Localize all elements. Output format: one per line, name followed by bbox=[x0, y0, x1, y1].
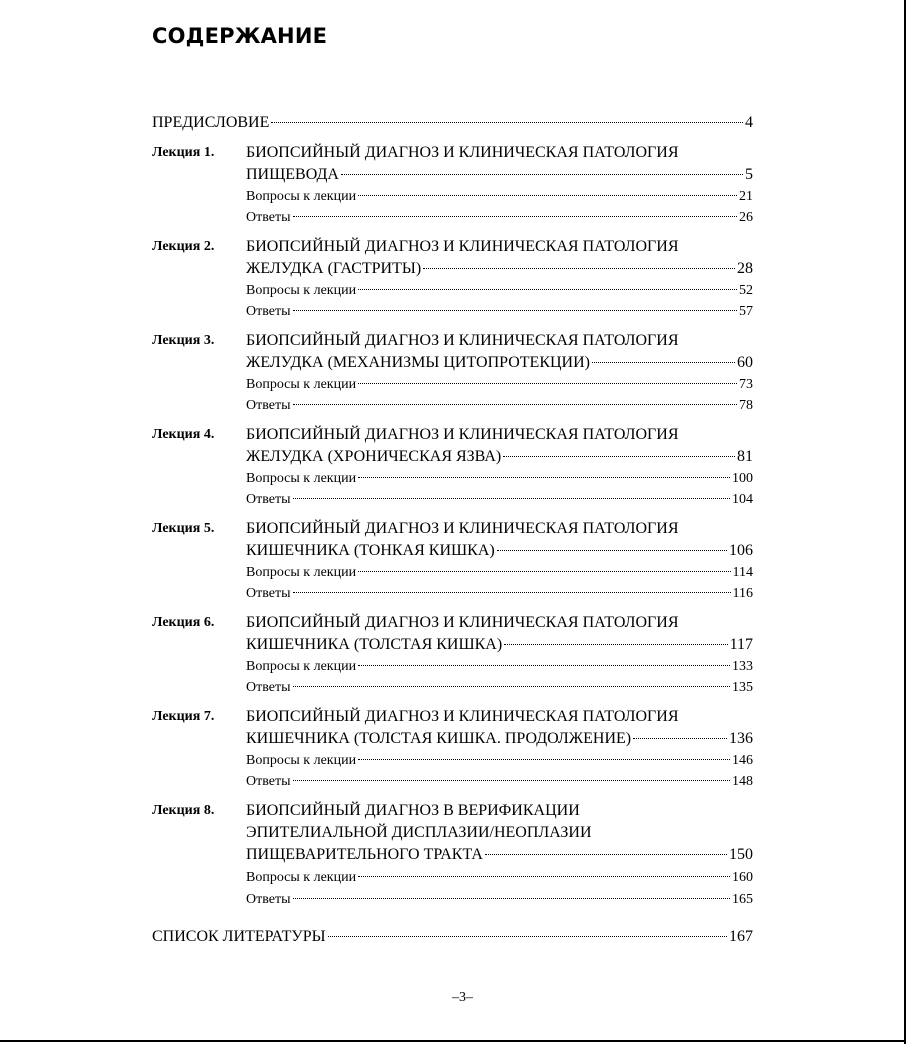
toc-page-number: 81 bbox=[737, 448, 753, 465]
lecture-title-line: КИШЕЧНИКА (ТОЛСТАЯ КИШКА. ПРОДОЛЖЕНИЕ) bbox=[246, 730, 632, 747]
toc-page-number: 167 bbox=[729, 928, 753, 945]
lecture-title-line: БИОПСИЙНЫЙ ДИАГНОЗ И КЛИНИЧЕСКАЯ ПАТОЛОГИЯ bbox=[246, 614, 679, 631]
toc-entry-label: Вопросы к лекции bbox=[246, 377, 357, 392]
toc-page-number: 135 bbox=[732, 680, 753, 695]
lecture-title-line: ЖЕЛУДКА (ХРОНИЧЕСКАЯ ЯЗВА) bbox=[246, 448, 502, 465]
lecture-title-line: КИШЕЧНИКА (ТОНКАЯ КИШКА) bbox=[246, 542, 495, 559]
lecture-title-line: БИОПСИЙНЫЙ ДИАГНОЗ И КЛИНИЧЕСКАЯ ПАТОЛОГИЯ bbox=[246, 238, 679, 255]
toc-page-number: 133 bbox=[732, 659, 753, 674]
leader-dots bbox=[633, 738, 727, 739]
toc-page-number: 5 bbox=[745, 166, 753, 183]
lecture-title-line: ПИЩЕВОДА bbox=[246, 166, 339, 183]
leader-dots bbox=[358, 289, 737, 290]
toc-entry-label: Ответы bbox=[246, 680, 291, 695]
leader-dots bbox=[271, 122, 743, 123]
toc-entry-answers[interactable] bbox=[246, 492, 753, 508]
toc-page-number: 150 bbox=[729, 846, 753, 863]
lecture-label: Лекция 8. bbox=[152, 803, 215, 818]
leader-dots bbox=[485, 854, 727, 855]
lecture-label: Лекция 4. bbox=[152, 427, 215, 442]
lecture-title-line: КИШЕЧНИКА (ТОЛСТАЯ КИШКА) bbox=[246, 636, 503, 653]
toc-entry-answers[interactable] bbox=[246, 774, 753, 790]
lecture-title-line: БИОПСИЙНЫЙ ДИАГНОЗ И КЛИНИЧЕСКАЯ ПАТОЛОГИЯ bbox=[246, 708, 679, 725]
toc-entry-lecture[interactable] bbox=[246, 448, 753, 466]
toc-entry-label: ПРЕДИСЛОВИЕ bbox=[152, 114, 270, 131]
toc-page-number: 57 bbox=[739, 304, 753, 319]
toc-entry-answers[interactable] bbox=[246, 398, 753, 414]
lecture-label: Лекция 2. bbox=[152, 239, 215, 254]
toc-entry-references[interactable] bbox=[152, 928, 753, 946]
leader-dots bbox=[293, 686, 731, 687]
toc-entry-lecture[interactable] bbox=[246, 354, 753, 372]
toc-page-number: 116 bbox=[732, 586, 753, 601]
toc-entry-label: Ответы bbox=[246, 586, 291, 601]
toc-entry-label: Ответы bbox=[246, 492, 291, 507]
leader-dots bbox=[358, 665, 730, 666]
toc-page-number: 106 bbox=[729, 542, 753, 559]
toc-page-number: 136 bbox=[729, 730, 753, 747]
leader-dots bbox=[293, 216, 738, 217]
toc-entry-answers[interactable] bbox=[246, 680, 753, 696]
leader-dots bbox=[358, 383, 737, 384]
page-edge-bottom bbox=[0, 1040, 906, 1042]
toc-entry-label: Ответы bbox=[246, 304, 291, 319]
toc-entry-questions[interactable] bbox=[246, 189, 753, 205]
lecture-label: Лекция 7. bbox=[152, 709, 215, 724]
toc-page-number: 28 bbox=[737, 260, 753, 277]
leader-dots bbox=[504, 644, 727, 645]
lecture-title-line: ЭПИТЕЛИАЛЬНОЙ ДИСПЛАЗИИ/НЕОПЛАЗИИ bbox=[246, 824, 592, 841]
toc-entry-label: Ответы bbox=[246, 774, 291, 789]
toc-page-number: 4 bbox=[745, 114, 753, 131]
toc-entry-questions[interactable] bbox=[246, 377, 753, 393]
leader-dots bbox=[293, 498, 731, 499]
lecture-title-line: БИОПСИЙНЫЙ ДИАГНОЗ И КЛИНИЧЕСКАЯ ПАТОЛОГИЯ bbox=[246, 332, 679, 349]
lecture-label: Лекция 6. bbox=[152, 615, 215, 630]
toc-entry-lecture[interactable] bbox=[246, 166, 753, 184]
toc-entry-questions[interactable] bbox=[246, 659, 753, 675]
lecture-label: Лекция 3. bbox=[152, 333, 215, 348]
toc-entry-questions[interactable] bbox=[246, 471, 753, 487]
toc-entry-label: Вопросы к лекции bbox=[246, 471, 357, 486]
toc-entry-label: Ответы bbox=[246, 398, 291, 413]
leader-dots bbox=[341, 174, 743, 175]
page-number: –3– bbox=[452, 990, 473, 1005]
toc-entry-label: Вопросы к лекции bbox=[246, 659, 357, 674]
leader-dots bbox=[293, 898, 731, 899]
leader-dots bbox=[503, 456, 735, 457]
toc-page-number: 160 bbox=[732, 870, 753, 885]
leader-dots bbox=[358, 477, 730, 478]
leader-dots bbox=[497, 550, 727, 551]
leader-dots bbox=[293, 310, 738, 311]
toc-entry-label: Вопросы к лекции bbox=[246, 189, 357, 204]
toc-entry-label: Вопросы к лекции bbox=[246, 283, 357, 298]
toc-page-number: 104 bbox=[732, 492, 753, 507]
toc-page-number: 52 bbox=[739, 283, 753, 298]
lecture-title-line: БИОПСИЙНЫЙ ДИАГНОЗ В ВЕРИФИКАЦИИ bbox=[246, 802, 580, 819]
toc-entry-lecture[interactable] bbox=[246, 542, 753, 560]
toc-page-number: 78 bbox=[739, 398, 753, 413]
toc-entry-preface[interactable] bbox=[152, 114, 753, 132]
lecture-title-line: ЖЕЛУДКА (ГАСТРИТЫ) bbox=[246, 260, 422, 277]
toc-entry-lecture[interactable] bbox=[246, 846, 753, 864]
leader-dots bbox=[592, 362, 735, 363]
toc-page-number: 60 bbox=[737, 354, 753, 371]
leader-dots bbox=[293, 404, 738, 405]
toc-page-number: 165 bbox=[732, 892, 753, 907]
toc-entry-answers[interactable] bbox=[246, 210, 753, 226]
lecture-label: Лекция 5. bbox=[152, 521, 215, 536]
toc-entry-questions[interactable] bbox=[246, 283, 753, 299]
toc-entry-lecture[interactable] bbox=[246, 260, 753, 278]
toc-entry-label: Ответы bbox=[246, 210, 291, 225]
lecture-label: Лекция 1. bbox=[152, 145, 215, 160]
leader-dots bbox=[358, 759, 730, 760]
page-title: СОДЕРЖАНИЕ bbox=[152, 24, 328, 48]
toc-entry-questions[interactable] bbox=[246, 753, 753, 769]
leader-dots bbox=[293, 592, 731, 593]
leader-dots bbox=[358, 195, 737, 196]
toc-page-number: 114 bbox=[732, 565, 753, 580]
toc-entry-label: Вопросы к лекции bbox=[246, 870, 357, 885]
toc-entry-lecture[interactable] bbox=[246, 730, 753, 748]
toc-entry-lecture[interactable] bbox=[246, 636, 753, 654]
toc-entry-answers[interactable] bbox=[246, 892, 753, 908]
toc-entry-answers[interactable] bbox=[246, 586, 753, 602]
lecture-title-line: ПИЩЕВАРИТЕЛЬНОГО ТРАКТА bbox=[246, 846, 483, 863]
toc-page-number: 100 bbox=[732, 471, 753, 486]
leader-dots bbox=[423, 268, 735, 269]
leader-dots bbox=[358, 571, 730, 572]
lecture-title-line: ЖЕЛУДКА (МЕХАНИЗМЫ ЦИТОПРОТЕКЦИИ) bbox=[246, 354, 590, 371]
toc-entry-questions[interactable] bbox=[246, 565, 753, 581]
leader-dots bbox=[328, 936, 727, 937]
toc-page-number: 146 bbox=[732, 753, 753, 768]
lecture-title-line: БИОПСИЙНЫЙ ДИАГНОЗ И КЛИНИЧЕСКАЯ ПАТОЛОГИЯ bbox=[246, 520, 679, 537]
toc-page-number: 117 bbox=[729, 636, 753, 653]
toc-page-number: 21 bbox=[739, 189, 753, 204]
toc-entry-label: Ответы bbox=[246, 892, 291, 907]
toc-entry-questions[interactable] bbox=[246, 870, 753, 886]
toc-page-number: 148 bbox=[732, 774, 753, 789]
toc-entry-label: Вопросы к лекции bbox=[246, 753, 357, 768]
leader-dots bbox=[358, 876, 730, 877]
toc-entry-answers[interactable] bbox=[246, 304, 753, 320]
toc-page-number: 73 bbox=[739, 377, 753, 392]
leader-dots bbox=[293, 780, 731, 781]
toc-entry-label: СПИСОК ЛИТЕРАТУРЫ bbox=[152, 928, 326, 945]
toc-page-number: 26 bbox=[739, 210, 753, 225]
toc-entry-label: Вопросы к лекции bbox=[246, 565, 357, 580]
lecture-title-line: БИОПСИЙНЫЙ ДИАГНОЗ И КЛИНИЧЕСКАЯ ПАТОЛОГИЯ bbox=[246, 144, 679, 161]
lecture-title-line: БИОПСИЙНЫЙ ДИАГНОЗ И КЛИНИЧЕСКАЯ ПАТОЛОГИЯ bbox=[246, 426, 679, 443]
